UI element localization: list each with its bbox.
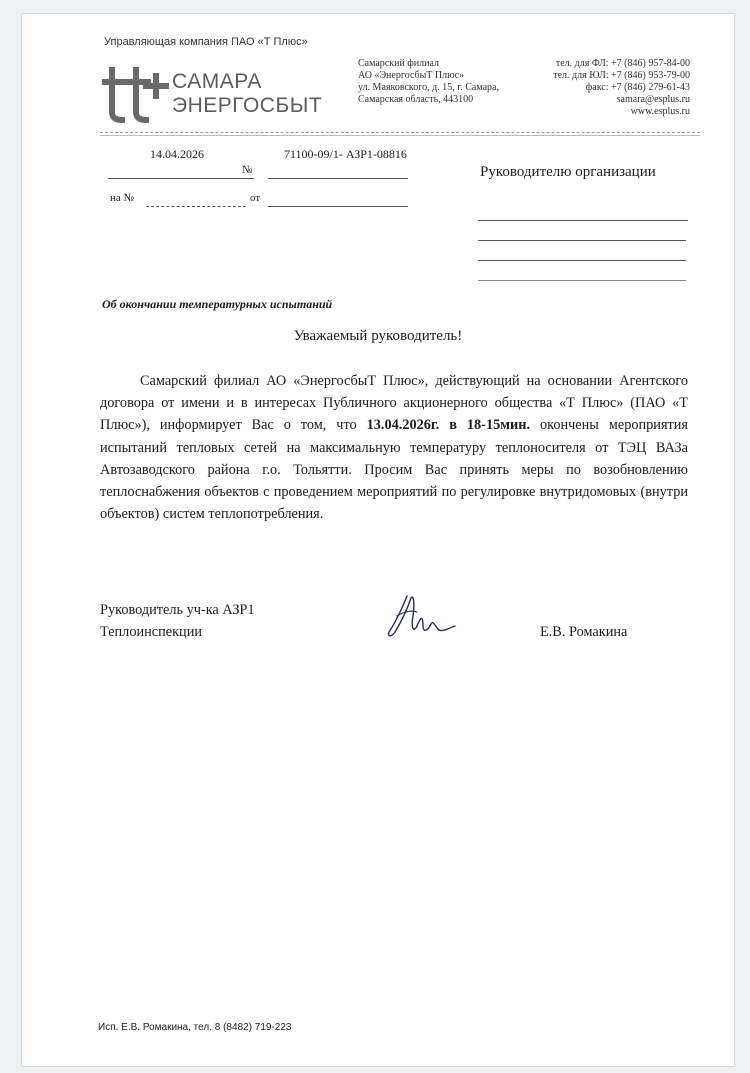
registration-date: 14.04.2026 — [150, 147, 204, 161]
management-company: Управляющая компания ПАО «Т Плюс» — [104, 36, 308, 48]
number-underline — [268, 178, 408, 179]
reply-to-label: на № — [110, 192, 135, 204]
recipient: Руководителю организации — [480, 164, 656, 180]
greeting: Уважаемый руководитель! — [293, 328, 463, 344]
recipient-line — [478, 220, 688, 221]
letter-body — [100, 370, 688, 525]
logo-text-energosbyt: ЭНЕРГОСБЫТ — [172, 94, 323, 117]
date-underline — [108, 178, 254, 179]
header-divider — [100, 135, 700, 136]
sender-address — [358, 58, 499, 106]
recipient-line — [478, 260, 686, 261]
reply-number-underline — [146, 206, 246, 207]
sender-contacts — [553, 58, 690, 118]
registration-number: 71100-09/1- АЗР1-08816 — [284, 147, 407, 161]
fax: факс: +7 (846) 279-61-43 — [585, 82, 690, 93]
body-text-part2: окончены мероприятия испытаний тепловых сетей на максимальную температуру теплоносителя от ТЭЦ ВАЗа Автозаводского района г.о. Тольятти. Просим Вас принять меры по возобновлению теплоснабжения объектов с проведением мероприятий по регулировке внутридомовых (внутри объектов) систем теплопотребления. — [100, 417, 689, 523]
signatory-name: Е.В. Ромакина — [540, 624, 628, 640]
address-line: Самарский филиал — [358, 58, 439, 69]
address-line: ул. Маяковского, д. 15, г. Самара, — [358, 82, 499, 93]
body-date-time: 13.04.2026г. в 18-15мин. — [366, 417, 531, 434]
address-line: Самарская область, 443100 — [358, 94, 474, 105]
phone-legal: тел. для ЮЛ: +7 (846) 953-79-00 — [553, 70, 690, 81]
signatory-position: Руководитель уч-ка АЗР1 — [100, 602, 255, 618]
reply-date-underline — [268, 206, 408, 207]
handwritten-signature — [377, 586, 457, 646]
signatory-department: Теплоинспекции — [100, 624, 203, 640]
letter-page — [22, 14, 734, 1066]
logo-text-samara: САМАРА — [172, 70, 262, 93]
address-line: АО «ЭнергосбыТ Плюс» — [358, 70, 465, 81]
email: samara@esplus.ru — [616, 94, 690, 105]
reply-date-label: от — [250, 192, 261, 204]
phone-individuals: тел. для ФЛ: +7 (846) 957-84-00 — [555, 58, 690, 69]
header-divider — [100, 132, 700, 133]
executor-footer: Исп. Е.В. Ромакина, тел. 8 (8482) 719-223 — [98, 1022, 292, 1033]
number-label: № — [242, 164, 253, 176]
body-text-part1: Самарский филиал АО «ЭнергосбыТ Плюс», действующий на основании Агентского договора от имени и в интересах Публичного акционерного общества «Т Плюс» (ПАО «Т Плюс»), информирует Вас о том, что — [100, 373, 688, 434]
recipient-line — [478, 240, 686, 241]
recipient-line — [478, 280, 686, 281]
website: www.esplus.ru — [630, 106, 690, 117]
letter-subject: Об окончании температурных испытаний — [102, 297, 333, 311]
